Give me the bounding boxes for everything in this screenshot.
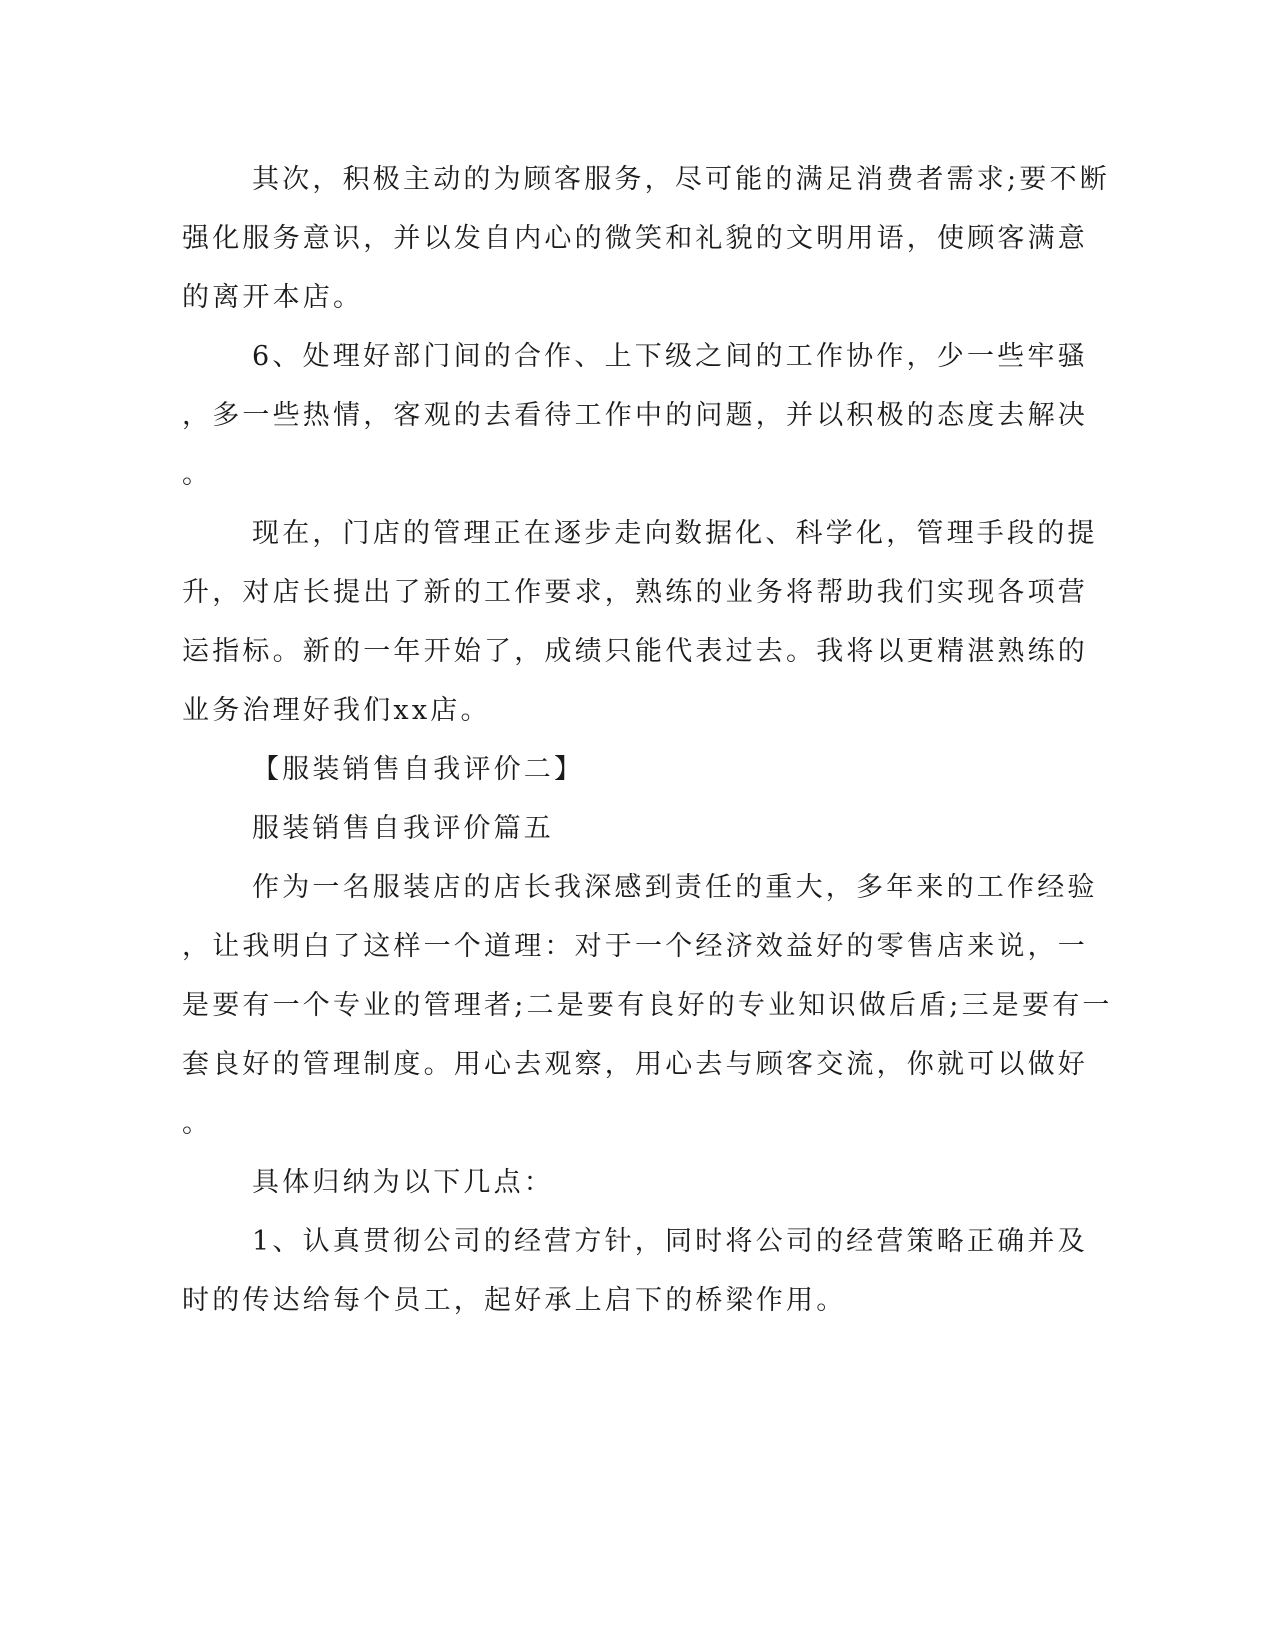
text-line: 其次，积极主动的为顾客服务，尽可能的满足消费者需求;要不断 [252,164,1110,195]
text-line: 业务治理好我们xx店。 [182,695,491,726]
text-line: 现在，门店的管理正在逐步走向数据化、科学化，管理手段的提 [252,518,1098,549]
section-heading: 【服装销售自我评价二】 [252,754,585,785]
section-subheading: 服装销售自我评价篇五 [252,813,554,844]
text-line: 运指标。新的一年开始了，成绩只能代表过去。我将以更精湛熟练的 [182,636,1088,667]
text-line: 作为一名服装店的店长我深感到责任的重大，多年来的工作经验 [252,872,1098,903]
document-body [182,150,1113,1330]
text-line: 套良好的管理制度。用心去观察，用心去与顾客交流，你就可以做好 [182,1049,1088,1080]
text-line: 具体归纳为以下几点： [252,1167,554,1198]
text-line: 。 [182,459,213,490]
text-line: 的离开本店。 [182,282,364,313]
text-line: 是要有一个专业的管理者;二是要有良好的专业知识做后盾;三是要有一 [182,990,1113,1021]
text-line: 6、处理好部门间的合作、上下级之间的工作协作，少一些牢骚 [252,341,1088,372]
text-line: 1、认真贯彻公司的经营方针，同时将公司的经营策略正确并及 [252,1226,1088,1257]
text-line: ，让我明白了这样一个道理：对于一个经济效益好的零售店来说，一 [182,931,1088,962]
text-line: 。 [182,1108,213,1139]
text-line: 升，对店长提出了新的工作要求，熟练的业务将帮助我们实现各项营 [182,577,1088,608]
text-line: 时的传达给每个员工，起好承上启下的桥梁作用。 [182,1285,847,1316]
text-line: ，多一些热情，客观的去看待工作中的问题，并以积极的态度去解决 [182,400,1088,431]
text-line: 强化服务意识，并以发自内心的微笑和礼貌的文明用语，使顾客满意 [182,223,1088,254]
